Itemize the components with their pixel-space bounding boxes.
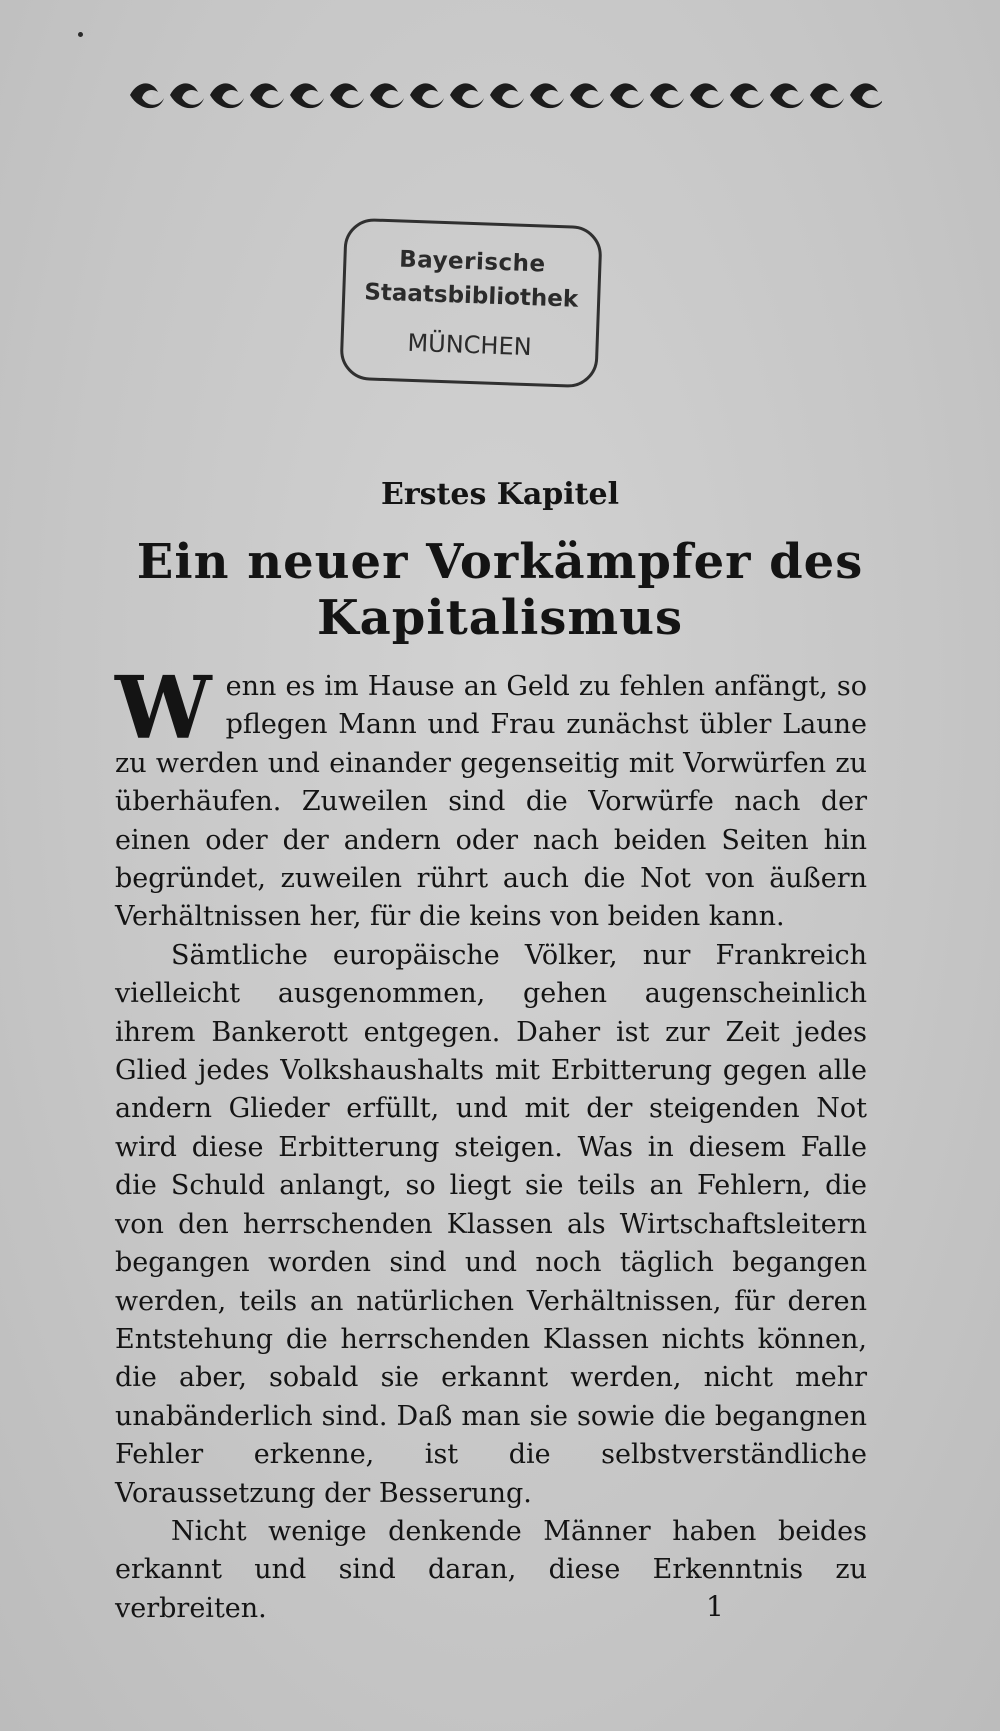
- ink-speck: [78, 32, 83, 37]
- paragraph-2: Sämtliche europäische Völker, nur Frankreich vielleicht ausgenommen, gehen augenscheinlich ihrem Bankerott entgegen. Daher ist zur Zeit jedes Glied jedes Volkshaushalts mit Erbitterung gegen alle andern Glieder erfüllt, und mit der steigenden Not wird diese Erbitterung steigen. Was in diesem Falle die Schuld anlangt, so liegt sie teils an Fehlern, die von den herrschenden Klassen als Wirtschaftsleitern begangen worden sind und noch täglich begangen werden, teils an natürlichen Verhältnissen, für deren Entstehung die herrschenden Klassen nichts können, die aber, sobald sie erkannt werden, nicht mehr unabänderlich sind. Daß man sie sowie die begangnen Fehler erkenne, ist die selbstverständliche Voraussetzung der Besserung.: [115, 939, 867, 1509]
- paragraph-1: [115, 658, 867, 937]
- stamp-line-3: MÜNCHEN: [407, 328, 533, 362]
- chapter-title-line-1: Ein neuer Vorkämpfer des: [136, 534, 864, 590]
- page-number: 1: [706, 1590, 724, 1623]
- chapter-title-line-2: Kapitalismus: [316, 590, 684, 646]
- decorative-vine-border: [122, 78, 882, 112]
- body-text: [115, 658, 867, 1628]
- stamp-line-1: Bayerische: [398, 246, 547, 278]
- drop-cap: W: [115, 658, 212, 759]
- stamp-line-2: Staatsbibliothek: [363, 279, 579, 313]
- paragraph-3: Nicht wenige denkende Männer haben beides erkannt und sind daran, diese Erkenntnis zu verbreiten.: [115, 1515, 867, 1624]
- library-stamp: [339, 218, 602, 389]
- chapter-label: Erstes Kapitel: [380, 477, 620, 512]
- paragraph-1-text: enn es im Hause an Geld zu fehlen anfängt, so pflegen Mann und Frau zunächst übler Laune zu werden und einander gegenseitig mit Vorwürfen zu überhäufen. Zuweilen sind die Vorwürfe nach der einen oder der andern oder nach beiden Seiten hin begründet, zuweilen rührt auch die Not von äußern Verhältnissen her, für die keins von beiden kann.: [115, 671, 867, 933]
